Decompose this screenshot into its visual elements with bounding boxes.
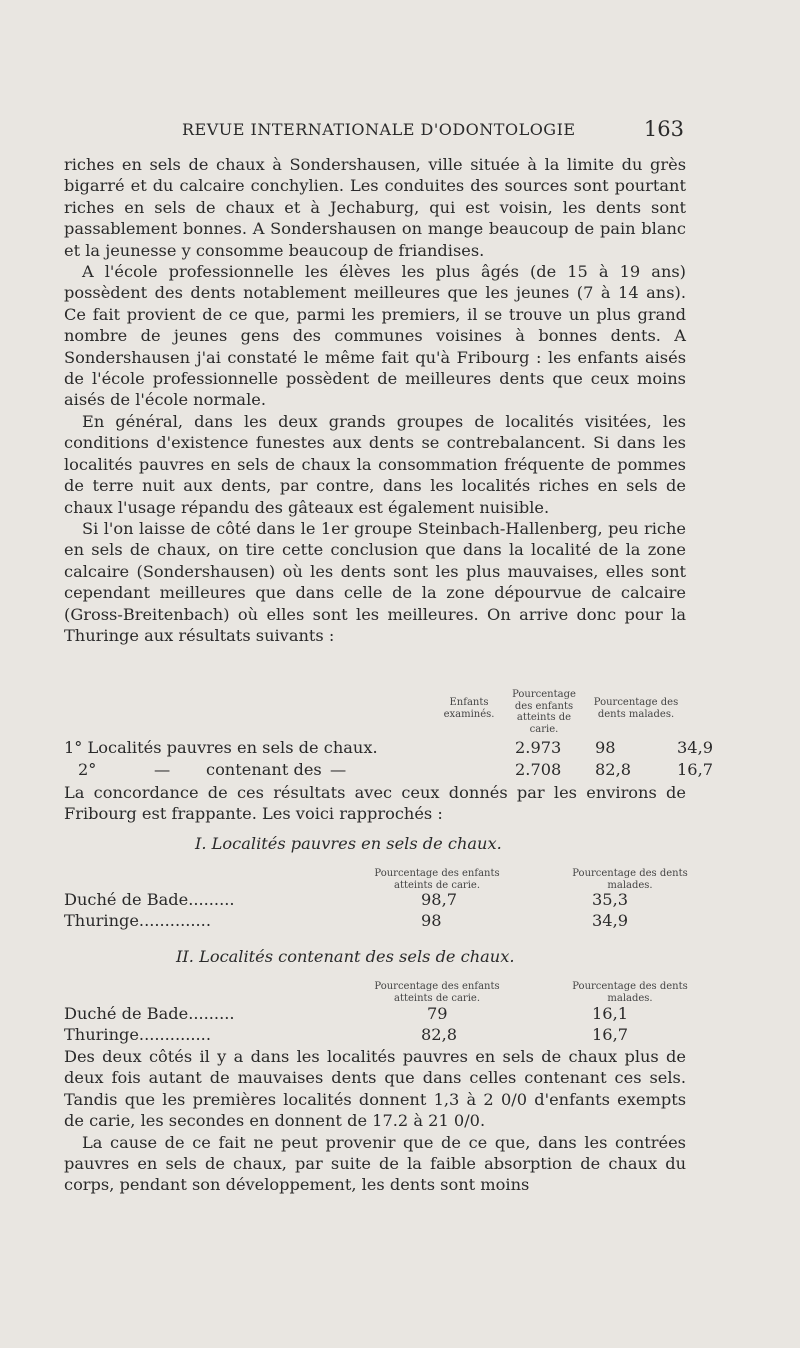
table1-row-dash: — (154, 760, 171, 779)
paragraph-6: Des deux côtés il y a dans les localités pauvres en sels de chaux plus de deux fois autant de mauvaises dents que dans celles contenant ces sels. Tandis que les premières localités donnent 1,3 à 2 0/0 d'enfants exempts de carie, les secondes en donnent de 17.2 à 21 0/0. (64, 1047, 686, 1131)
body-text-top (64, 154, 686, 646)
section1-cell: 35,3 (592, 890, 629, 909)
page-number: 163 (643, 117, 684, 141)
section1-row-label: Thuringe.............. (64, 911, 211, 930)
section1-cell: 34,9 (592, 911, 629, 930)
section1-cell: 98,7 (421, 890, 458, 909)
paragraph-5-block (64, 782, 686, 825)
table1-col-enfants: Enfants examinés. (443, 697, 495, 720)
table1-row-label: 1° Localités pauvres en sels de chaux. (64, 738, 378, 757)
section-1-title: I. Localités pauvres en sels de chaux. (195, 834, 502, 853)
section1-cell: 98 (421, 911, 442, 930)
section1-row-label: Duché de Bade......... (64, 890, 235, 909)
table1-cell: 16,7 (677, 760, 714, 779)
section2-cell: 16,1 (592, 1004, 629, 1023)
table1-row-num: 2° (78, 760, 97, 779)
table1-cell: 2.708 (515, 760, 562, 779)
section1-row (64, 911, 686, 933)
section2-col-pct-dents: Pourcentage des dents malades. (572, 981, 688, 1004)
section-2-title: II. Localités contenant des sels de chaux. (176, 947, 515, 966)
section2-row-label: Thuringe.............. (64, 1025, 211, 1044)
table1-row-mid: contenant des (206, 760, 322, 779)
table1-cell: 98 (595, 738, 616, 757)
section2-row-label: Duché de Bade......... (64, 1004, 235, 1023)
paragraph-4: Si l'on laisse de côté dans le 1er groupe Steinbach-Hallenberg, peu riche en sels de chaux, on tire cette conclusion que dans la localité de la zone calcaire (Sondershausen) où les dents sont les plus mauvaises, elles sont cependant meilleures que dans celle de la zone dépourvue de calcaire (Gross-Breitenbach) où elles sont les meilleures. On arrive donc pour la Thuringe aux résultats suivants : (64, 518, 686, 645)
section2-cell: 16,7 (592, 1025, 629, 1044)
table1-cell: 34,9 (677, 738, 714, 757)
table1-row (64, 760, 714, 782)
paragraph-7: La cause de ce fait ne peut provenir que de ce que, dans les contrées pauvres en sels de chaux, par suite de la faible absorption de chaux du corps, pendant son développement, les dents sont moins (64, 1132, 686, 1195)
section2-cell: 82,8 (421, 1025, 458, 1044)
table1-cell: 2.973 (515, 738, 562, 757)
table1-cell: 82,8 (595, 760, 632, 779)
body-text-bottom (64, 1046, 686, 1196)
section1-col-pct-enfants: Pourcentage des enfants atteints de carie. (374, 868, 500, 891)
table1-col-pct-dents: Pourcentage des dents malades. (593, 697, 679, 720)
running-header (182, 117, 684, 144)
running-title: REVUE INTERNATIONALE D'ODONTOLOGIE (182, 120, 576, 139)
table1-col-pct-enfants: Pourcentage des enfants atteints de carie. (512, 689, 576, 735)
section2-cell: 79 (427, 1004, 448, 1023)
paragraph-1: riches en sels de chaux à Sondershausen, ville située à la limite du grès bigarré et du calcaire conchylien. Les conduites des sources sont pourtant riches en sels de chaux et à Jechaburg, qui est voisin, les dents sont passablement bonnes. A Sondershausen on mange beaucoup de pain blanc et la jeunesse y consomme beaucoup de friandises. (64, 155, 686, 260)
paragraph-5: La concordance de ces résultats avec ceux donnés par les environs de Fribourg est frappante. Les voici rapprochés : (64, 783, 686, 824)
table1-row (64, 738, 714, 760)
paragraph-2: A l'école professionnelle les élèves les plus âgés (de 15 à 19 ans) possèdent des dents notablement meilleures que les jeunes (7 à 14 ans). Ce fait provient de ce que, parmi les premiers, il se trouve un plus grand nombre de jeunes gens des communes voisines à bonnes dents. A Sondershausen j'ai constaté le même fait qu'à Fribourg : les enfants aisés de l'école professionnelle possèdent de meilleures dents que ceux moins aisés de l'école normale. (64, 262, 686, 410)
section2-col-pct-enfants: Pourcentage des enfants atteints de carie. (374, 981, 500, 1004)
section1-row (64, 890, 686, 912)
paragraph-3: En général, dans les deux grands groupes de localités visitées, les conditions d'existence funestes aux dents se contrebalancent. Si dans les localités pauvres en sels de chaux la consommation fréquente de pommes de terre nuit aux dents, par contre, dans les localités riches en sels de chaux l'usage répandu des gâteaux est également nuisible. (64, 411, 686, 517)
table1-row-dash2: — (330, 760, 347, 779)
section1-col-pct-dents: Pourcentage des dents malades. (572, 868, 688, 891)
section2-row (64, 1004, 686, 1026)
section2-row (64, 1025, 686, 1047)
